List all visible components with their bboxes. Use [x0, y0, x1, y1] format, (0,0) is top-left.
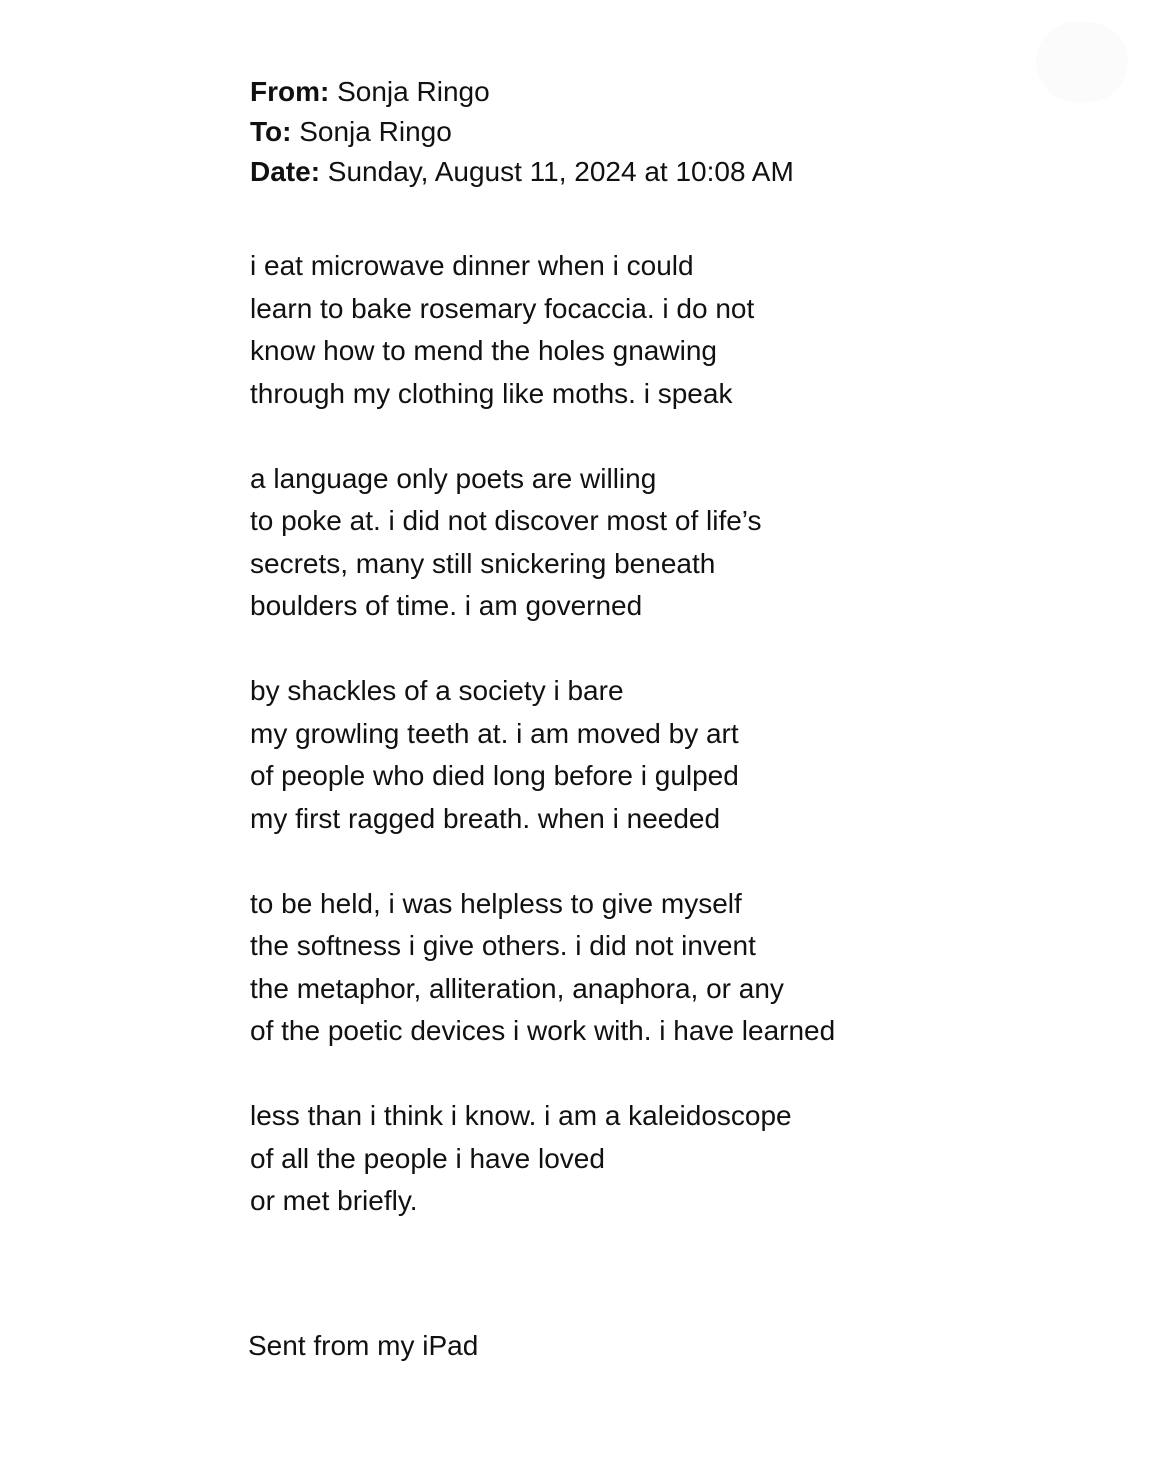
stanza-5	[250, 1095, 835, 1223]
to-label: To:	[250, 116, 292, 147]
poem-line: learn to bake rosemary focaccia. i do not	[250, 292, 755, 324]
stanza-4	[250, 883, 835, 1053]
poem-line: of people who died long before i gulped	[250, 760, 739, 791]
poem-line: or met briefly.	[250, 1185, 418, 1216]
from-value: Sonja Ringo	[337, 76, 490, 107]
stanza-3	[250, 670, 835, 840]
poem-line: of the poetic devices i work with. i have learned	[250, 1015, 836, 1046]
poem-line: to be held, i was helpless to give myself	[250, 887, 742, 919]
poem-body	[250, 245, 835, 1265]
poem-line: to poke at. i did not discover most of life’s	[250, 505, 762, 536]
corner-mark	[1036, 22, 1128, 102]
email-header	[250, 72, 794, 192]
from-line	[250, 72, 794, 112]
from-label: From:	[250, 76, 330, 107]
poem-line: less than i think i know. i am a kaleidoscope	[250, 1100, 792, 1131]
poem-line: secrets, many still snickering beneath	[250, 547, 716, 579]
poem-line: boulders of time. i am governed	[250, 590, 643, 621]
date-label: Date:	[250, 156, 321, 187]
poem-line: my first ragged breath. when i needed	[250, 802, 721, 834]
poem-line: the metaphor, alliteration, anaphora, or any	[250, 972, 784, 1004]
date-line	[250, 152, 794, 192]
poem-line: my growling teeth at. i am moved by art	[250, 717, 739, 749]
poem-line: i eat microwave dinner when i could	[250, 250, 694, 281]
poem-line: know how to mend the holes gnawing	[250, 335, 717, 366]
poem-line: of all the people i have loved	[250, 1142, 605, 1174]
to-value: Sonja Ringo	[299, 116, 452, 147]
date-value: Sunday, August 11, 2024 at 10:08 AM	[327, 156, 794, 187]
stanza-2	[250, 458, 835, 628]
poem-line: a language only poets are willing	[250, 462, 657, 494]
email-signature: Sent from my iPad	[248, 1330, 479, 1361]
poem-line: by shackles of a society i bare	[250, 675, 624, 706]
stanza-1	[250, 245, 835, 415]
poem-line: the softness i give others. i did not invent	[250, 930, 756, 961]
to-line	[250, 112, 794, 152]
poem-line: through my clothing like moths. i speak	[250, 377, 733, 409]
